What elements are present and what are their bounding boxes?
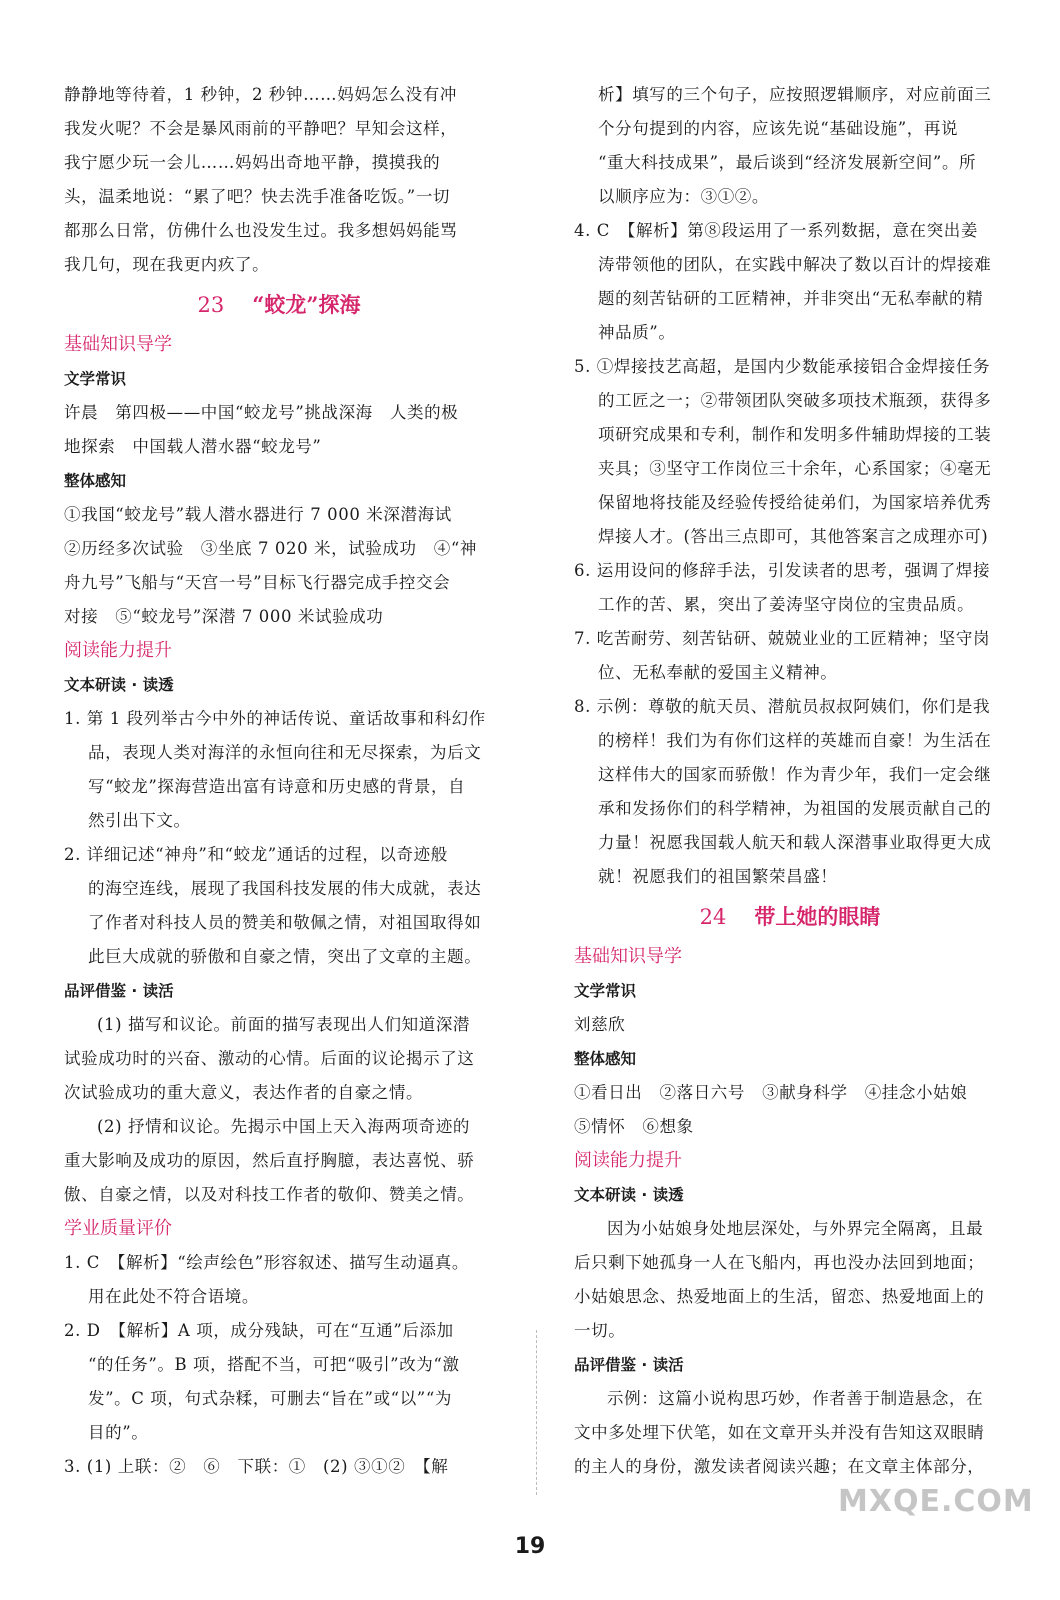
intro-line: 静静地等待着，1 秒钟，2 秒钟……妈妈怎么没有冲 [64, 85, 457, 104]
lesson-title-23 [64, 282, 494, 328]
overall-line: ①看日出 ②落日六号 ③献身科学 ④挂念小姑娘 [574, 1083, 968, 1102]
overall-line: 舟九号”飞船与“天宫一号”目标飞行器完成手控交会 [64, 573, 451, 592]
appreciation-line: (1) 描写和议论。前面的描写表现出人们知道深潜 [97, 1015, 471, 1034]
lesson-title-24 [574, 894, 1006, 940]
answer-line: 写“蛟龙”探海营造出富有诗意和历史感的背景，自 [88, 777, 466, 796]
text-study-line: 一切。 [574, 1321, 626, 1340]
answer-line: 2. D 【解析】A 项，成分残缺，可在“互通”后添加 [64, 1321, 454, 1340]
intro-line: 我几句，现在我更内疚了。 [64, 255, 270, 274]
answer-line: 5. ①焊接技艺高超，是国内少数能承接铝合金焊接任务 [574, 357, 991, 376]
section-heading-reading: 阅读能力提升 [64, 640, 172, 661]
answer-line: 2. 详细记述“神舟”和“蛟龙”通话的过程，以奇迹般 [64, 845, 448, 864]
appreciation-line: 试验成功时的兴奋、激动的心情。后面的议论揭示了这 [64, 1049, 475, 1068]
literary-line: 许晨 第四极——中国“蛟龙号”挑战深海 人类的极 [64, 403, 459, 422]
answer-line: 1. C 【解析】“绘声绘色”形容叙述、描写生动逼真。 [64, 1253, 469, 1272]
literary-line: 刘慈欣 [574, 1015, 626, 1034]
subheading-text-study: 文本研读 · 读透 [64, 676, 174, 694]
answer-line: 了作者对科技人员的赞美和敬佩之情，对祖国取得如 [88, 913, 482, 932]
answer-line: 焊接人才。(答出三点即可，其他答案言之成理亦可) [598, 527, 989, 546]
answer-line: “重大科技成果”，最后谈到“经济发展新空间”。所 [598, 153, 977, 172]
lesson-number: 23 [197, 293, 225, 317]
appreciation-line: 次试验成功的重大意义，表达作者的自豪之情。 [64, 1083, 424, 1102]
overall-line: ②历经多次试验 ③坐底 7 020 米，试验成功 ④“神 [64, 539, 477, 558]
answer-line: 1. 第 1 段列举古今中外的神话传说、童话故事和科幻作 [64, 709, 486, 728]
subheading-overall: 整体感知 [574, 1050, 637, 1068]
answer-line: 4. C 【解析】第⑧段运用了一系列数据，意在突出姜 [574, 221, 978, 240]
answer-line: 夹具；③坚守工作岗位三十余年，心系国家；④毫无 [598, 459, 992, 478]
subheading-text-study: 文本研读 · 读透 [574, 1186, 684, 1204]
answer-line: 位、无私奉献的爱国主义精神。 [598, 663, 838, 682]
answer-line: 8. 示例：尊敬的航天员、潜航员叔叔阿姨们，你们是我 [574, 697, 991, 716]
text-study-line: 因为小姑娘身处地层深处，与外界完全隔离，且最 [607, 1219, 984, 1238]
answer-line: 题的刻苦钻研的工匠精神，并非突出“无私奉献的精 [598, 289, 984, 308]
appreciation-line: 傲、自豪之情，以及对科技工作者的敬仰、赞美之情。 [64, 1185, 475, 1204]
answer-line: 个分句提到的内容，应该先说“基础设施”，再说 [598, 119, 959, 138]
answer-line: 发”。C 项，句式杂糅，可删去“旨在”或“以”“为 [88, 1389, 452, 1408]
answer-line: 此巨大成就的骄傲和自豪之情，突出了文章的主题。 [88, 947, 482, 966]
section-heading-basic: 基础知识导学 [574, 946, 682, 967]
column-divider [536, 1330, 537, 1495]
intro-line: 头，温柔地说：“累了吧？快去洗手准备吃饭。”一切 [64, 187, 451, 206]
page-number: 19 [514, 1534, 546, 1559]
section-heading-reading: 阅读能力提升 [574, 1150, 682, 1171]
overall-line: ①我国“蛟龙号”载人潜水器进行 7 000 米深潜海试 [64, 505, 452, 524]
subheading-appreciation: 品评借鉴 · 读活 [64, 982, 174, 1000]
answer-line: 用在此处不符合语境。 [88, 1287, 259, 1306]
subheading-literary: 文学常识 [64, 370, 127, 388]
appreciation-line: 的主人的身份，激发读者阅读兴趣；在文章主体部分， [574, 1457, 985, 1476]
answer-line: 以顺序应为：③①②。 [598, 187, 769, 206]
subheading-literary: 文学常识 [574, 982, 637, 1000]
answer-line: 目的”。 [88, 1423, 149, 1442]
answer-line: 7. 吃苦耐劳、刻苦钻研、兢兢业业的工匠精神；坚守岗 [574, 629, 991, 648]
answer-line: 工作的苦、累，突出了姜涛坚守岗位的宝贵品质。 [598, 595, 975, 614]
lesson-number: 24 [699, 905, 727, 929]
answer-line: 然引出下文。 [88, 811, 191, 830]
appreciation-line: 重大影响及成功的原因，然后直抒胸臆，表达喜悦、骄 [64, 1151, 475, 1170]
overall-line: ⑤情怀 ⑥想象 [574, 1117, 694, 1136]
answer-line: 析】填写的三个句子，应按照逻辑顺序，对应前面三 [598, 85, 992, 104]
overall-line: 对接 ⑤“蛟龙号”深潜 7 000 米试验成功 [64, 607, 384, 626]
appreciation-line: 文中多处埋下伏笔，如在文章开头并没有告知这双眼睛 [574, 1423, 985, 1442]
appreciation-line: 示例：这篇小说构思巧妙，作者善于制造悬念，在 [607, 1389, 984, 1408]
watermark: MXQE.COM [838, 1484, 1034, 1519]
section-heading-basic: 基础知识导学 [64, 334, 172, 355]
answer-line: 3. (1) 上联：② ⑥ 下联：① (2) ③①② 【解 [64, 1457, 449, 1476]
answer-line: 力量！祝愿我国载人航天和载人深潜事业取得更大成 [598, 833, 992, 852]
lesson-title-text: 带上她的眼睛 [754, 904, 881, 929]
answer-line: 6. 运用设问的修辞手法，引发读者的思考，强调了焊接 [574, 561, 991, 580]
right-column [574, 78, 1006, 1484]
answer-line: 神品质”。 [598, 323, 676, 342]
answer-line: 品，表现人类对海洋的永恒向往和无尽探索，为后文 [88, 743, 482, 762]
subheading-appreciation: 品评借鉴 · 读活 [574, 1356, 684, 1374]
answer-line: 保留地将技能及经验传授给徒弟们，为国家培养优秀 [598, 493, 992, 512]
answer-line: 就！祝愿我们的祖国繁荣昌盛！ [598, 867, 838, 886]
answer-line: 的工匠之一；②带领团队突破多项技术瓶颈，获得多 [598, 391, 992, 410]
answer-line: 项研究成果和专利，制作和发明多件辅助焊接的工装 [598, 425, 992, 444]
text-study-line: 后只剩下她孤身一人在飞船内，再也没办法回到地面； [574, 1253, 985, 1272]
answer-line: 的榜样！我们为有你们这样的英雄而自豪！为生活在 [598, 731, 992, 750]
answer-line: 的海空连线，展现了我国科技发展的伟大成就，表达 [88, 879, 482, 898]
text-study-line: 小姑娘思念、热爱地面上的生活，留恋、热爱地面上的 [574, 1287, 985, 1306]
left-column [64, 78, 494, 1484]
intro-line: 我宁愿少玩一会儿……妈妈出奇地平静，摸摸我的 [64, 153, 441, 172]
subheading-overall: 整体感知 [64, 472, 127, 490]
answer-line: “的任务”。B 项，搭配不当，可把“吸引”改为“激 [88, 1355, 460, 1374]
intro-line: 都那么日常，仿佛什么也没发生过。我多想妈妈能骂 [64, 221, 458, 240]
answer-line: 这样伟大的国家而骄傲！作为青少年，我们一定会继 [598, 765, 992, 784]
literary-line: 地探索 中国载人潜水器“蛟龙号” [64, 437, 322, 456]
answer-line: 承和发扬你们的科学精神，为祖国的发展贡献自己的 [598, 799, 992, 818]
section-heading-quality: 学业质量评价 [64, 1218, 172, 1239]
appreciation-line: (2) 抒情和议论。先揭示中国上天入海两项奇迹的 [97, 1117, 471, 1136]
lesson-title-text: “蛟龙”探海 [252, 292, 361, 317]
answer-line: 涛带领他的团队，在实践中解决了数以百计的焊接难 [598, 255, 992, 274]
intro-line: 我发火呢？不会是暴风雨前的平静吧？早知会这样， [64, 119, 458, 138]
